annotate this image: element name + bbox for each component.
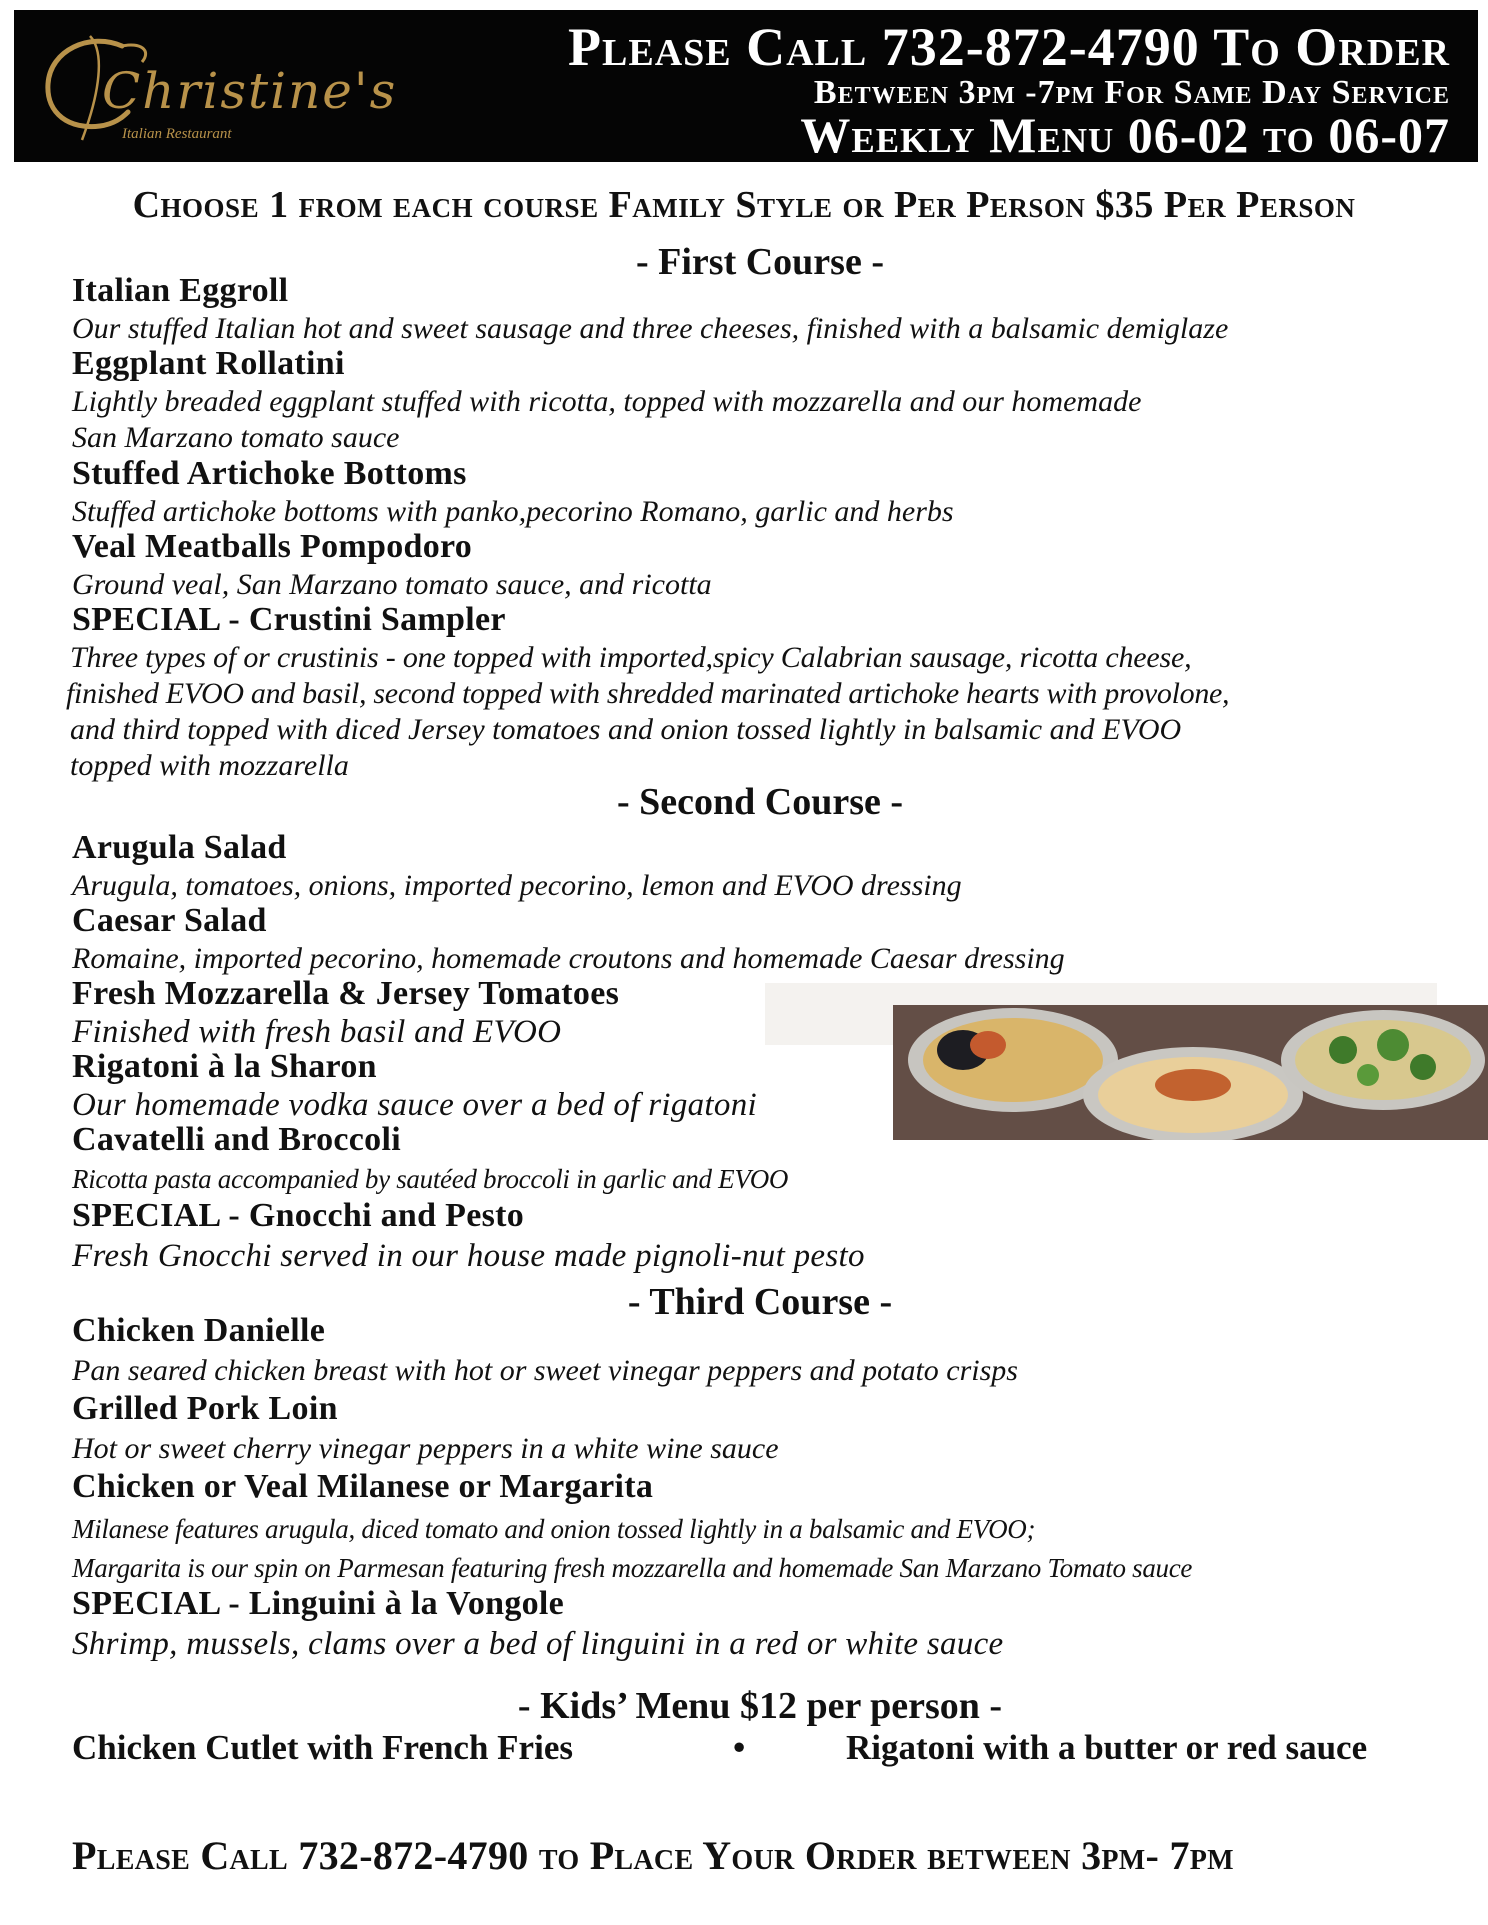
kids-item-left: Chicken Cutlet with French Fries bbox=[72, 1728, 573, 1767]
footer-call-to-order: Please Call 732-872-4790 to Place Your Order between 3pm- 7pm bbox=[72, 1833, 1234, 1878]
menu-item-name: Chicken Danielle bbox=[72, 1312, 326, 1349]
menu-item-desc: Our homemade vodka sauce over a bed of rigatoni bbox=[72, 1087, 757, 1123]
menu-item-desc: Ground veal, San Marzano tomato sauce, and ricotta bbox=[72, 568, 712, 601]
menu-item-desc: finished EVOO and basil, second topped with shredded marinated artichoke hearts with provolone, bbox=[66, 677, 1230, 710]
menu-item-desc: Ricotta pasta accompanied by sautéed broccoli in garlic and EVOO bbox=[72, 1164, 789, 1194]
menu-intro: Choose 1 from each course Family Style or Per Person $35 Per Person bbox=[132, 184, 1356, 226]
menu-item-name: Italian Eggroll bbox=[72, 272, 289, 309]
menu-item-desc: Hot or sweet cherry vinegar peppers in a white wine sauce bbox=[72, 1432, 779, 1465]
menu-item-desc: Finished with fresh basil and EVOO bbox=[72, 1014, 562, 1050]
menu-item-desc: Pan seared chicken breast with hot or sweet vinegar peppers and potato crisps bbox=[72, 1354, 1018, 1387]
kids-bullet: • bbox=[733, 1728, 746, 1767]
menu-item-desc: Romaine, imported pecorino, homemade croutons and homemade Caesar dressing bbox=[72, 942, 1065, 975]
header-call-line: Please Call 732-872-4790 To Order bbox=[568, 17, 1450, 77]
second-course-title: - Second Course - bbox=[616, 781, 904, 823]
header-hours-line: Between 3pm -7pm For Same Day Service bbox=[813, 74, 1450, 111]
first-course-title: - First Course - bbox=[636, 241, 884, 283]
menu-item-name: Grilled Pork Loin bbox=[72, 1390, 338, 1427]
menu-item-name: Fresh Mozzarella & Jersey Tomatoes bbox=[72, 975, 620, 1012]
menu-item-desc: Shrimp, mussels, clams over a bed of linguini in a red or white sauce bbox=[72, 1626, 1004, 1662]
menu-item-desc: Lightly breaded eggplant stuffed with ricotta, topped with mozzarella and our homemade bbox=[72, 385, 1142, 418]
menu-item-name: SPECIAL - Crustini Sampler bbox=[72, 601, 506, 638]
menu-item-name: Chicken or Veal Milanese or Margarita bbox=[72, 1468, 654, 1505]
menu-item-name: Rigatoni à la Sharon bbox=[72, 1048, 377, 1085]
menu-item-name: Caesar Salad bbox=[72, 902, 267, 939]
kids-item-right: Rigatoni with a butter or red sauce bbox=[846, 1728, 1368, 1767]
menu-item-desc: Stuffed artichoke bottoms with panko,pecorino Romano, garlic and herbs bbox=[72, 495, 954, 528]
menu-item-desc: Our stuffed Italian hot and sweet sausage and three cheeses, finished with a balsamic demiglaze bbox=[72, 312, 1229, 345]
menu-item-name: Arugula Salad bbox=[72, 829, 287, 866]
third-course-title: - Third Course - bbox=[627, 1281, 893, 1323]
restaurant-logo bbox=[30, 22, 398, 157]
menu-item-name: Eggplant Rollatini bbox=[72, 345, 345, 382]
menu-item-desc: Milanese features arugula, diced tomato and onion tossed lightly in a balsamic and EVOO; bbox=[72, 1514, 1036, 1544]
menu-item-name: SPECIAL - Linguini à la Vongole bbox=[72, 1585, 565, 1622]
food-trays-photo bbox=[893, 1005, 1488, 1140]
menu-item-desc: San Marzano tomato sauce bbox=[72, 421, 400, 454]
menu-item-desc: Margarita is our spin on Parmesan featuring fresh mozzarella and homemade San Marzano Tomato sauce bbox=[72, 1553, 1193, 1583]
kids-menu-title: - Kids’ Menu $12 per person - bbox=[517, 1685, 1003, 1727]
header-weekly-menu: Weekly Menu 06-02 to 06-07 bbox=[800, 107, 1450, 163]
menu-item-desc: Arugula, tomatoes, onions, imported pecorino, lemon and EVOO dressing bbox=[72, 869, 962, 902]
logo-text: Christine's bbox=[102, 62, 398, 120]
menu-item-name: Stuffed Artichoke Bottoms bbox=[72, 455, 467, 492]
menu-item-desc: Three types of or crustinis - one topped with imported,spicy Calabrian sausage, ricotta cheese, bbox=[70, 641, 1192, 674]
menu-item-name: Veal Meatballs Pompodoro bbox=[72, 528, 473, 565]
menu-item-desc: and third topped with diced Jersey tomatoes and onion tossed lightly in balsamic and EVOO bbox=[70, 713, 1182, 746]
menu-item-desc: topped with mozzarella bbox=[70, 749, 349, 782]
logo-subtitle: Italian Restaurant bbox=[122, 126, 232, 142]
menu-item-desc: Fresh Gnocchi served in our house made pignoli-nut pesto bbox=[72, 1238, 865, 1274]
header-banner bbox=[14, 10, 1478, 162]
menu-item-name: Cavatelli and Broccoli bbox=[72, 1121, 401, 1158]
menu-item-name: SPECIAL - Gnocchi and Pesto bbox=[72, 1197, 525, 1234]
